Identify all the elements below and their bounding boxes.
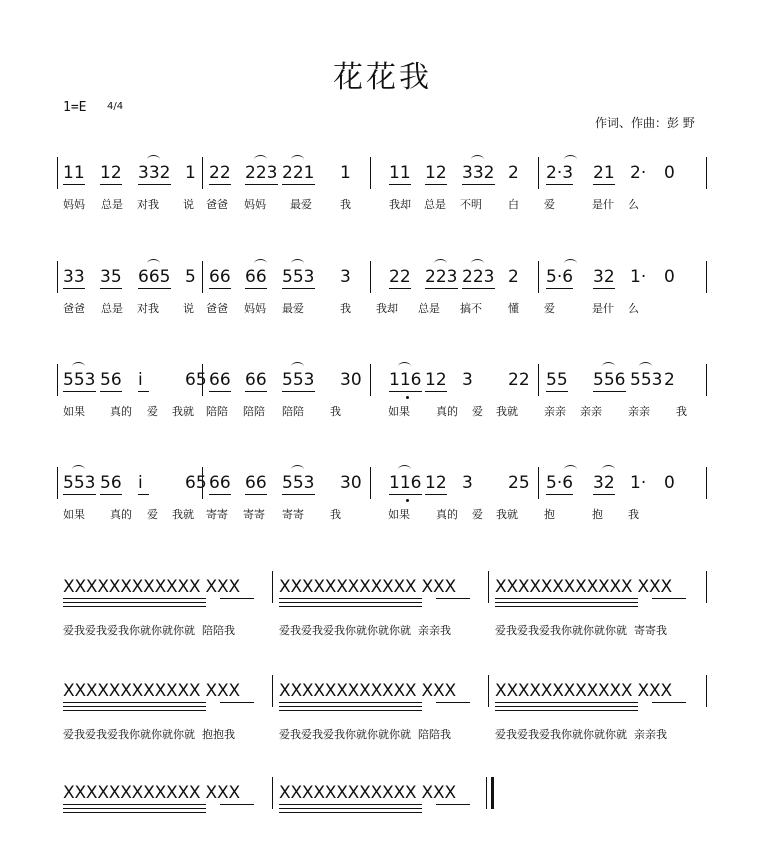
- bar-line: [202, 364, 203, 396]
- rhythm-pattern: XXXXXXXXXXXX XXX: [495, 681, 672, 701]
- note-group: 553: [630, 370, 663, 390]
- lyric-syllable: 总是: [101, 198, 123, 211]
- underline-beam: [389, 391, 422, 392]
- underline-beam: [546, 184, 573, 185]
- lyric-syllable: 不明: [460, 198, 482, 211]
- low-octave-dot: [406, 499, 409, 502]
- lyric-syllable: 亲亲: [628, 405, 650, 418]
- bar-line: [538, 261, 539, 293]
- underline-beam: [546, 288, 573, 289]
- note-group: 12: [100, 163, 122, 183]
- note-group: 3: [462, 370, 473, 390]
- bar-line: [370, 261, 371, 293]
- lyric-syllable: 爸爸: [206, 198, 228, 211]
- slur-arc: [564, 259, 577, 268]
- lyric-syllable: 爱: [147, 508, 158, 521]
- note-group: 1: [185, 163, 196, 183]
- underline-beam: [138, 391, 149, 392]
- rhythm-lyric: 爱我爱我爱我你就你就你就 亲亲我: [495, 728, 667, 741]
- rhythm-beam: [279, 606, 422, 607]
- note-group: 2·3: [546, 163, 574, 183]
- rhythm-beam: [63, 808, 206, 809]
- rhythm-beam: [279, 812, 422, 813]
- rhythm-beam: [63, 706, 206, 707]
- rhythm-beam: [279, 808, 422, 809]
- rhythm-beam: [436, 598, 470, 599]
- rhythm-pattern: XXXXXXXXXXXX XXX: [63, 577, 240, 597]
- slur-arc: [291, 259, 304, 268]
- rhythm-beam: [63, 602, 206, 603]
- underline-beam: [100, 288, 122, 289]
- rhythm-beam: [279, 598, 422, 599]
- underline-beam: [100, 494, 122, 495]
- note-group: 0: [664, 473, 675, 493]
- slur-arc: [72, 465, 85, 474]
- lyric-syllable: 总是: [101, 302, 123, 315]
- rhythm-pattern: XXXXXXXXXXXX XXX: [495, 577, 672, 597]
- bar-line: [272, 675, 273, 707]
- lyric-syllable: 总是: [418, 302, 440, 315]
- note-group: 56: [100, 473, 122, 493]
- rhythm-pattern: XXXXXXXXXXXX XXX: [279, 783, 456, 803]
- note-group: 2: [508, 163, 519, 183]
- note-group: 66: [209, 473, 231, 493]
- lyric-syllable: 陪陪: [282, 405, 304, 418]
- lyric-syllable: 我就: [172, 508, 194, 521]
- note-group: 116: [389, 370, 422, 390]
- rhythm-lyric: 爱我爱我爱我你就你就你就 陪陪我: [279, 728, 451, 741]
- underline-beam: [245, 494, 267, 495]
- lyric-syllable: 总是: [424, 198, 446, 211]
- lyric-syllable: 爱: [472, 405, 483, 418]
- lyric-syllable: 抱: [592, 508, 603, 521]
- rhythm-beam: [279, 702, 422, 703]
- underline-beam: [209, 391, 231, 392]
- underline-beam: [63, 391, 96, 392]
- rhythm-beam: [495, 702, 638, 703]
- note-group: 2: [664, 370, 675, 390]
- underline-beam: [100, 391, 122, 392]
- rhythm-beam: [495, 602, 638, 603]
- lyric-syllable: 寄寄: [206, 508, 228, 521]
- lyric-syllable: 我: [340, 302, 351, 315]
- lyric-syllable: 爸爸: [206, 302, 228, 315]
- note-group: 332: [462, 163, 495, 183]
- lyric-syllable: 我: [676, 405, 687, 418]
- key-signature: 1=E: [63, 100, 87, 115]
- note-group: 11: [63, 163, 85, 183]
- underline-beam: [462, 184, 495, 185]
- note-group: 32: [593, 267, 615, 287]
- lyric-syllable: 如果: [63, 508, 85, 521]
- note-group: 33: [63, 267, 85, 287]
- rhythm-pattern: XXXXXXXXXXXX XXX: [279, 577, 456, 597]
- bar-line: [57, 261, 58, 293]
- bar-line: [706, 261, 707, 293]
- rhythm-beam: [279, 602, 422, 603]
- rhythm-beam: [63, 606, 206, 607]
- underline-beam: [593, 391, 626, 392]
- underline-beam: [209, 184, 231, 185]
- slur-arc: [147, 259, 160, 268]
- rhythm-beam: [220, 598, 254, 599]
- note-group: 5·6: [546, 473, 574, 493]
- slur-arc: [398, 465, 411, 474]
- lyric-syllable: 寄寄: [243, 508, 265, 521]
- underline-beam: [245, 288, 267, 289]
- bar-line: [488, 675, 489, 707]
- slur-arc: [291, 362, 304, 371]
- slur-arc: [471, 155, 484, 164]
- note-group: 66: [245, 473, 267, 493]
- slur-arc: [564, 465, 577, 474]
- lyric-syllable: 真的: [110, 508, 132, 521]
- slur-arc: [471, 259, 484, 268]
- rhythm-beam: [63, 804, 206, 805]
- slur-arc: [564, 155, 577, 164]
- underline-beam: [546, 494, 573, 495]
- lyric-syllable: 亲亲: [580, 405, 602, 418]
- underline-beam: [100, 184, 122, 185]
- note-group: 12: [425, 163, 447, 183]
- composer-credit: 作词、作曲：彭 野: [595, 116, 695, 130]
- rhythm-beam: [495, 710, 638, 711]
- note-group: 66: [209, 370, 231, 390]
- note-group: i: [138, 370, 143, 390]
- underline-beam: [389, 184, 411, 185]
- underline-beam: [282, 184, 315, 185]
- note-group: 30: [340, 473, 362, 493]
- lyric-syllable: 爸爸: [63, 302, 85, 315]
- lyric-syllable: 是什: [592, 198, 614, 211]
- note-group: 223: [425, 267, 458, 287]
- note-group: 66: [209, 267, 231, 287]
- lyric-syllable: 妈妈: [244, 198, 266, 211]
- bar-line: [272, 571, 273, 603]
- slur-arc: [291, 465, 304, 474]
- underline-beam: [245, 391, 267, 392]
- rhythm-beam: [220, 702, 254, 703]
- rhythm-lyric: 爱我爱我爱我你就你就你就 寄寄我: [495, 624, 667, 637]
- lyric-syllable: 真的: [436, 405, 458, 418]
- note-group: 2·: [630, 163, 647, 183]
- slur-arc: [254, 155, 267, 164]
- lyric-syllable: 陪陪: [243, 405, 265, 418]
- underline-beam: [138, 288, 171, 289]
- rhythm-beam: [63, 598, 206, 599]
- note-group: 12: [425, 370, 447, 390]
- note-group: 5·6: [546, 267, 574, 287]
- lyric-syllable: 懂: [508, 302, 519, 315]
- lyric-syllable: 我就: [496, 508, 518, 521]
- note-group: 35: [100, 267, 122, 287]
- underline-beam: [389, 288, 411, 289]
- lyric-syllable: 爱: [544, 198, 555, 211]
- note-group: 553: [282, 473, 315, 493]
- note-group: 223: [245, 163, 278, 183]
- rhythm-beam: [495, 606, 638, 607]
- note-group: 5: [185, 267, 196, 287]
- lyric-syllable: 说: [183, 198, 194, 211]
- lyric-syllable: 白: [508, 198, 519, 211]
- note-group: 223: [462, 267, 495, 287]
- lyric-syllable: 我就: [496, 405, 518, 418]
- slur-arc: [602, 465, 615, 474]
- note-group: 30: [340, 370, 362, 390]
- rhythm-beam: [63, 702, 206, 703]
- lyric-syllable: 我却: [376, 302, 398, 315]
- lyric-syllable: 妈妈: [63, 198, 85, 211]
- underline-beam: [282, 288, 315, 289]
- lyric-syllable: 对我: [137, 302, 159, 315]
- underline-beam: [138, 184, 171, 185]
- rhythm-beam: [279, 804, 422, 805]
- note-group: 1·: [630, 473, 647, 493]
- bar-line: [706, 571, 707, 603]
- lyric-syllable: 爱: [544, 302, 555, 315]
- underline-beam: [209, 494, 231, 495]
- lyric-syllable: 最爱: [282, 302, 304, 315]
- slur-arc: [639, 362, 652, 371]
- note-group: 553: [282, 370, 315, 390]
- bar-line: [202, 261, 203, 293]
- note-group: 1: [340, 163, 351, 183]
- underline-beam: [63, 288, 85, 289]
- lyric-syllable: 陪陪: [206, 405, 228, 418]
- lyric-syllable: 对我: [137, 198, 159, 211]
- lyric-syllable: 最爱: [290, 198, 312, 211]
- rhythm-beam: [220, 804, 254, 805]
- bar-line: [706, 675, 707, 707]
- rhythm-beam: [63, 812, 206, 813]
- rhythm-beam: [279, 706, 422, 707]
- underline-beam: [63, 184, 85, 185]
- underline-beam: [593, 184, 615, 185]
- rhythm-beam: [63, 710, 206, 711]
- note-group: 56: [100, 370, 122, 390]
- bar-line: [538, 467, 539, 499]
- note-group: 665: [138, 267, 171, 287]
- bar-line: [538, 157, 539, 189]
- note-group: 66: [245, 370, 267, 390]
- note-group: 55: [546, 370, 568, 390]
- underline-beam: [282, 391, 315, 392]
- note-group: 12: [425, 473, 447, 493]
- lyric-syllable: 是什: [592, 302, 614, 315]
- underline-beam: [593, 494, 615, 495]
- bar-line: [706, 467, 707, 499]
- rhythm-pattern: XXXXXXXXXXXX XXX: [279, 681, 456, 701]
- lyric-syllable: 么: [628, 198, 639, 211]
- note-group: 0: [664, 163, 675, 183]
- underline-beam: [462, 288, 495, 289]
- note-group: 25: [508, 473, 530, 493]
- bar-line: [370, 467, 371, 499]
- slur-arc: [602, 362, 615, 371]
- lyric-syllable: 抱: [544, 508, 555, 521]
- lyric-syllable: 搞不: [460, 302, 482, 315]
- rhythm-beam: [652, 702, 686, 703]
- underline-beam: [282, 494, 315, 495]
- note-group: 32: [593, 473, 615, 493]
- low-octave-dot: [406, 396, 409, 399]
- note-group: 65: [185, 473, 207, 493]
- lyric-syllable: 么: [628, 302, 639, 315]
- bar-line: [202, 157, 203, 189]
- underline-beam: [389, 494, 422, 495]
- note-group: 22: [389, 267, 411, 287]
- underline-beam: [593, 288, 615, 289]
- bar-line: [57, 364, 58, 396]
- lyric-syllable: 我就: [172, 405, 194, 418]
- lyric-syllable: 妈妈: [244, 302, 266, 315]
- lyric-syllable: 爱: [147, 405, 158, 418]
- lyric-syllable: 亲亲: [544, 405, 566, 418]
- bar-line: [57, 467, 58, 499]
- lyric-syllable: 爱: [472, 508, 483, 521]
- underline-beam: [63, 494, 96, 495]
- underline-beam: [425, 184, 447, 185]
- rhythm-pattern: XXXXXXXXXXXX XXX: [63, 681, 240, 701]
- song-title: 花花我: [333, 60, 432, 95]
- lyric-syllable: 我却: [389, 198, 411, 211]
- rhythm-lyric: 爱我爱我爱我你就你就你就 陪陪我: [63, 624, 235, 637]
- lyric-syllable: 我: [340, 198, 351, 211]
- bar-line: [202, 467, 203, 499]
- lyric-syllable: 我: [628, 508, 639, 521]
- note-group: 221: [282, 163, 315, 183]
- rhythm-beam: [495, 598, 638, 599]
- note-group: 556: [593, 370, 626, 390]
- lyric-syllable: 如果: [388, 508, 410, 521]
- note-group: 65: [185, 370, 207, 390]
- note-group: 553: [63, 370, 96, 390]
- slur-arc: [72, 362, 85, 371]
- bar-line: [370, 364, 371, 396]
- note-group: 21: [593, 163, 615, 183]
- lyric-syllable: 寄寄: [282, 508, 304, 521]
- lyric-syllable: 如果: [63, 405, 85, 418]
- note-group: 553: [282, 267, 315, 287]
- rhythm-lyric: 爱我爱我爱我你就你就你就 抱抱我: [63, 728, 235, 741]
- bar-line: [57, 157, 58, 189]
- slur-arc: [254, 259, 267, 268]
- bar-line: [706, 157, 707, 189]
- rhythm-beam: [279, 710, 422, 711]
- note-group: 66: [245, 267, 267, 287]
- note-group: 332: [138, 163, 171, 183]
- bar-line: [706, 364, 707, 396]
- note-group: 0: [664, 267, 675, 287]
- rhythm-pattern: XXXXXXXXXXXX XXX: [63, 783, 240, 803]
- lyric-syllable: 我: [330, 508, 341, 521]
- slur-arc: [147, 155, 160, 164]
- note-group: 553: [63, 473, 96, 493]
- bar-line: [488, 571, 489, 603]
- bar-line: [370, 157, 371, 189]
- note-group: 2: [508, 267, 519, 287]
- underline-beam: [425, 288, 458, 289]
- underline-beam: [138, 494, 149, 495]
- lyric-syllable: 我: [330, 405, 341, 418]
- note-group: 22: [508, 370, 530, 390]
- note-group: 116: [389, 473, 422, 493]
- final-barline-thick: [491, 777, 494, 809]
- slur-arc: [398, 362, 411, 371]
- lyric-syllable: 真的: [436, 508, 458, 521]
- lyric-syllable: 说: [183, 302, 194, 315]
- time-signature: 4/4: [107, 101, 124, 112]
- lyric-syllable: 真的: [110, 405, 132, 418]
- underline-beam: [245, 184, 278, 185]
- underline-beam: [425, 494, 447, 495]
- rhythm-beam: [495, 706, 638, 707]
- rhythm-beam: [652, 598, 686, 599]
- note-group: i: [138, 473, 143, 493]
- rhythm-beam: [436, 702, 470, 703]
- lyric-syllable: 如果: [388, 405, 410, 418]
- note-group: 3: [462, 473, 473, 493]
- note-group: 11: [389, 163, 411, 183]
- final-barline-thin: [486, 777, 487, 809]
- rhythm-lyric: 爱我爱我爱我你就你就你就 亲亲我: [279, 624, 451, 637]
- note-group: 22: [209, 163, 231, 183]
- underline-beam: [209, 288, 231, 289]
- bar-line: [538, 364, 539, 396]
- bar-line: [272, 777, 273, 809]
- slur-arc: [434, 259, 447, 268]
- note-group: 3: [340, 267, 351, 287]
- rhythm-beam: [436, 804, 470, 805]
- slur-arc: [291, 155, 304, 164]
- underline-beam: [425, 391, 447, 392]
- underline-beam: [546, 391, 568, 392]
- note-group: 1·: [630, 267, 647, 287]
